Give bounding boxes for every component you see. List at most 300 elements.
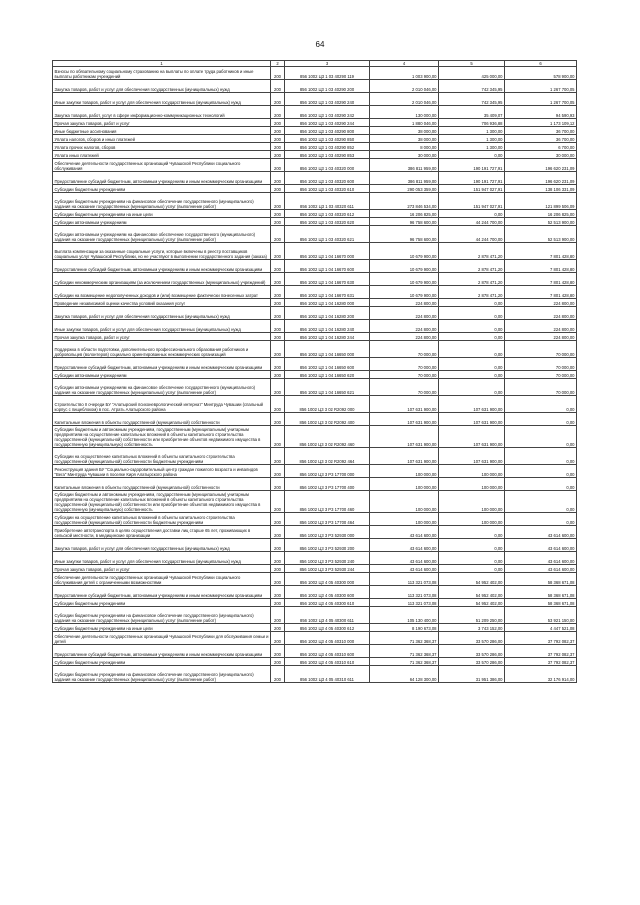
row-code-cell: 200 bbox=[271, 658, 285, 666]
row-name-cell: Предоставление субсидий бюджетным, автономным учреждениям и иным некоммерческим организациям bbox=[53, 260, 271, 273]
row-name-cell: Реконструкция здания БУ "Социально-оздоровительный центр граждан пожилого возраста и инвалидов "Вега" Минтруда Чувашии в поселке Киря Алатырского района bbox=[53, 465, 271, 478]
row-name-cell: Уплата прочих налогов, сборов bbox=[53, 143, 271, 151]
executed-amount-cell: 190 191 727,91 bbox=[439, 172, 505, 185]
table-row bbox=[53, 478, 577, 491]
unexecuted-amount-cell: 1 267 700,05 bbox=[505, 93, 577, 106]
table-row bbox=[53, 80, 577, 93]
approved-amount-cell: 2 010 046,00 bbox=[370, 80, 439, 93]
executed-amount-cell: 151 947 027,91 bbox=[439, 193, 505, 210]
executed-amount-cell: 51 209 250,00 bbox=[439, 607, 505, 624]
budget-classification-code-cell: 856 1002 Ц3 3 P3 52930 200 bbox=[285, 539, 370, 552]
budget-classification-code-cell: 856 1002 Ц3 1 04 16280 000 bbox=[285, 299, 370, 307]
row-name-cell: Строительство II очереди БУ "Алатырский психоневрологический интернат" Минтруда Чувашии (спальный корпус с пищеблоком) в пос. Атрать Алатырского района bbox=[53, 396, 271, 413]
unexecuted-amount-cell: 6 700,00 bbox=[505, 143, 577, 151]
table-row bbox=[53, 632, 577, 645]
table-row bbox=[53, 599, 577, 607]
row-code-cell: 200 bbox=[271, 93, 285, 106]
approved-amount-cell: 100 000,00 bbox=[370, 513, 439, 526]
unexecuted-amount-cell: 7 801 428,80 bbox=[505, 243, 577, 260]
unexecuted-amount-cell: 70 000,00 bbox=[505, 341, 577, 358]
table-row bbox=[53, 413, 577, 426]
approved-amount-cell: 224 800,00 bbox=[370, 333, 439, 341]
executed-amount-cell: 151 947 027,91 bbox=[439, 185, 505, 193]
row-code-cell: 200 bbox=[271, 624, 285, 632]
executed-amount-cell: 2 878 471,20 bbox=[439, 260, 505, 273]
row-name-cell: Предоставление субсидий бюджетным, автономным учреждениям и иным некоммерческим организациям bbox=[53, 358, 271, 371]
budget-classification-code-cell: 856 1002 Ц3 4 05 40300 000 bbox=[285, 573, 370, 586]
row-name-cell: Субсидии некоммерческим организациям (за исключением государственных (муниципальных) учреждений) bbox=[53, 273, 271, 286]
unexecuted-amount-cell: 70 000,00 bbox=[505, 379, 577, 396]
budget-classification-code-cell: 856 1002 Ц3 1 03 40290 119 bbox=[285, 67, 370, 80]
table-row bbox=[53, 565, 577, 573]
executed-amount-cell: 0,00 bbox=[439, 210, 505, 218]
table-row bbox=[53, 159, 577, 172]
column-number: 4 bbox=[370, 61, 439, 67]
approved-amount-cell: 273 846 534,00 bbox=[370, 193, 439, 210]
budget-classification-code-cell: 856 1002 Ц3 4 05 40300 600 bbox=[285, 586, 370, 599]
row-code-cell: 200 bbox=[271, 127, 285, 135]
row-code-cell: 200 bbox=[271, 135, 285, 143]
row-code-cell: 200 bbox=[271, 526, 285, 539]
row-name-cell: Иные закупки товаров, работ и услуг для обеспечения государственных (муниципальных) нужд bbox=[53, 320, 271, 333]
table-row bbox=[53, 396, 577, 413]
budget-classification-code-cell: 856 1002 Ц3 1 04 16280 244 bbox=[285, 333, 370, 341]
executed-amount-cell: 0,00 bbox=[439, 151, 505, 159]
table-row bbox=[53, 106, 577, 119]
budget-classification-code-cell: 856 1002 Ц3 4 05 40310 610 bbox=[285, 658, 370, 666]
table-body bbox=[53, 67, 577, 683]
row-name-cell: Уплата налогов, сборов и иных платежей bbox=[53, 135, 271, 143]
row-name-cell: Субсидии бюджетным учреждениям bbox=[53, 599, 271, 607]
row-code-cell: 200 bbox=[271, 465, 285, 478]
table-row bbox=[53, 526, 577, 539]
row-code-cell: 200 bbox=[271, 320, 285, 333]
column-number: 6 bbox=[505, 61, 577, 67]
row-code-cell: 200 bbox=[271, 573, 285, 586]
executed-amount-cell: 742 345,95 bbox=[439, 80, 505, 93]
row-code-cell: 200 bbox=[271, 299, 285, 307]
budget-classification-code-cell: 856 1002 Ц3 1 03 40320 611 bbox=[285, 193, 370, 210]
row-name-cell: Капитальные вложения в объекты государственной (муниципальной) собственности bbox=[53, 413, 271, 426]
column-number: 1 bbox=[53, 61, 271, 67]
table-row bbox=[53, 333, 577, 341]
unexecuted-amount-cell: 43 614 600,00 bbox=[505, 539, 577, 552]
row-name-cell: Закупка товаров, работ и услуг для обеспечения государственных (муниципальных) нужд bbox=[53, 80, 271, 93]
executed-amount-cell: 1 300,00 bbox=[439, 135, 505, 143]
approved-amount-cell: 8 000,00 bbox=[370, 143, 439, 151]
approved-amount-cell: 70 000,00 bbox=[370, 379, 439, 396]
budget-classification-code-cell: 856 1002 Ц3 1 03 40320 000 bbox=[285, 159, 370, 172]
row-code-cell: 200 bbox=[271, 172, 285, 185]
row-name-cell: Обеспечение деятельности государственных организаций Чувашской Республики социального обслуживания bbox=[53, 159, 271, 172]
approved-amount-cell: 130 000,00 bbox=[370, 106, 439, 119]
executed-amount-cell: 33 570 286,00 bbox=[439, 658, 505, 666]
unexecuted-amount-cell: 36 700,00 bbox=[505, 127, 577, 135]
row-name-cell: Субсидии бюджетным учреждениям на иные цели bbox=[53, 624, 271, 632]
approved-amount-cell: 10 679 900,00 bbox=[370, 243, 439, 260]
unexecuted-amount-cell: 7 801 428,80 bbox=[505, 273, 577, 286]
row-code-cell: 200 bbox=[271, 552, 285, 565]
row-code-cell: 200 bbox=[271, 426, 285, 448]
executed-amount-cell: 0,00 bbox=[439, 539, 505, 552]
approved-amount-cell: 96 758 600,00 bbox=[370, 218, 439, 226]
executed-amount-cell: 54 952 402,00 bbox=[439, 573, 505, 586]
budget-classification-code-cell: 856 1002 Ц3 1 04 16650 000 bbox=[285, 341, 370, 358]
unexecuted-amount-cell: 52 513 900,00 bbox=[505, 218, 577, 226]
executed-amount-cell: 0,00 bbox=[439, 358, 505, 371]
approved-amount-cell: 107 631 900,00 bbox=[370, 396, 439, 413]
executed-amount-cell: 107 631 900,00 bbox=[439, 413, 505, 426]
executed-amount-cell: 33 570 286,00 bbox=[439, 632, 505, 645]
approved-amount-cell: 30 000,00 bbox=[370, 151, 439, 159]
budget-classification-code-cell: 856 1002 Ц3 3 02 R2092 400 bbox=[285, 413, 370, 426]
budget-classification-code-cell: 856 1002 Ц3 1 03 40320 620 bbox=[285, 218, 370, 226]
row-code-cell: 200 bbox=[271, 226, 285, 243]
row-name-cell: Предоставление субсидий бюджетным, автономным учреждениям и иным некоммерческим организациям bbox=[53, 172, 271, 185]
unexecuted-amount-cell: 224 800,00 bbox=[505, 320, 577, 333]
executed-amount-cell: 0,00 bbox=[439, 341, 505, 358]
row-name-cell: Субсидии бюджетным учреждениям bbox=[53, 185, 271, 193]
executed-amount-cell: 425 000,00 bbox=[439, 67, 505, 80]
unexecuted-amount-cell: 58 368 671,08 bbox=[505, 573, 577, 586]
budget-classification-code-cell: 856 1002 Ц3 1 04 16650 621 bbox=[285, 379, 370, 396]
approved-amount-cell: 71 362 368,37 bbox=[370, 645, 439, 658]
row-code-cell: 200 bbox=[271, 491, 285, 513]
approved-amount-cell: 71 362 368,37 bbox=[370, 658, 439, 666]
row-name-cell: Субсидии бюджетным учреждениям на иные цели bbox=[53, 210, 271, 218]
budget-classification-code-cell: 856 1002 Ц3 3 02 R2092 464 bbox=[285, 448, 370, 465]
row-name-cell: Поддержка в области подготовки, дополнительного профессионального образования работников и добровольцев (волонтеров) социально ориентированных некоммерческих организаций bbox=[53, 341, 271, 358]
unexecuted-amount-cell: 0,00 bbox=[505, 491, 577, 513]
unexecuted-amount-cell: 224 800,00 bbox=[505, 307, 577, 320]
executed-amount-cell: 0,00 bbox=[439, 379, 505, 396]
table-row bbox=[53, 273, 577, 286]
budget-execution-table bbox=[52, 60, 577, 683]
row-code-cell: 200 bbox=[271, 119, 285, 127]
budget-classification-code-cell: 856 1002 Ц3 1 03 40290 800 bbox=[285, 127, 370, 135]
page-number: 64 bbox=[315, 40, 325, 49]
unexecuted-amount-cell: 224 800,00 bbox=[505, 299, 577, 307]
budget-classification-code-cell: 856 1002 Ц3 1 03 40320 600 bbox=[285, 172, 370, 185]
row-name-cell: Капитальные вложения в объекты государственной (муниципальной) собственности bbox=[53, 478, 271, 491]
column-number: 3 bbox=[285, 61, 370, 67]
row-name-cell: Предоставление субсидий бюджетным, автономным учреждениям и иным некоммерческим организациям bbox=[53, 586, 271, 599]
approved-amount-cell: 43 614 600,00 bbox=[370, 526, 439, 539]
approved-amount-cell: 224 800,00 bbox=[370, 320, 439, 333]
budget-classification-code-cell: 856 1002 Ц3 3 P3 17700 464 bbox=[285, 513, 370, 526]
table-row bbox=[53, 341, 577, 358]
row-name-cell: Выплата компенсации за оказанные социальные услуги, которые включены в реестр поставщиков социальных услуг Чувашской Республики, но не участвуют в выполнении государственного задания (заказа) bbox=[53, 243, 271, 260]
budget-classification-code-cell: 856 1002 Ц3 3 P3 17700 460 bbox=[285, 491, 370, 513]
table-row bbox=[53, 307, 577, 320]
executed-amount-cell: 107 631 900,00 bbox=[439, 448, 505, 465]
executed-amount-cell: 2 878 471,20 bbox=[439, 286, 505, 299]
table-row bbox=[53, 67, 577, 80]
budget-classification-code-cell: 856 1002 Ц3 1 04 16280 200 bbox=[285, 307, 370, 320]
unexecuted-amount-cell: 16 206 825,00 bbox=[505, 210, 577, 218]
executed-amount-cell: 107 631 900,00 bbox=[439, 426, 505, 448]
table-row bbox=[53, 299, 577, 307]
approved-amount-cell: 224 800,00 bbox=[370, 299, 439, 307]
executed-amount-cell: 2 878 471,20 bbox=[439, 243, 505, 260]
table-row bbox=[53, 379, 577, 396]
table-row bbox=[53, 645, 577, 658]
executed-amount-cell: 1 300,00 bbox=[439, 143, 505, 151]
row-name-cell: Субсидии на осуществление капитальных вложений в объекты капитального строительства государственной (муниципальной) собственности бюджетным учреждениям bbox=[53, 513, 271, 526]
executed-amount-cell: 54 952 402,00 bbox=[439, 586, 505, 599]
approved-amount-cell: 113 321 073,08 bbox=[370, 586, 439, 599]
executed-amount-cell: 33 570 286,00 bbox=[439, 645, 505, 658]
row-code-cell: 200 bbox=[271, 106, 285, 119]
approved-amount-cell: 100 000,00 bbox=[370, 491, 439, 513]
executed-amount-cell: 706 936,88 bbox=[439, 119, 505, 127]
executed-amount-cell: 100 000,00 bbox=[439, 513, 505, 526]
row-name-cell: Субсидии автономным учреждениям на финансовое обеспечение государственного (муниципального) задания на оказание государственных (муниципальных) услуг (выполнение работ) bbox=[53, 226, 271, 243]
budget-classification-code-cell: 856 1002 Ц3 1 03 40290 200 bbox=[285, 80, 370, 93]
unexecuted-amount-cell: 58 368 671,08 bbox=[505, 599, 577, 607]
unexecuted-amount-cell: 30 000,00 bbox=[505, 151, 577, 159]
budget-classification-code-cell: 856 1002 Ц3 1 03 40320 612 bbox=[285, 210, 370, 218]
table-row bbox=[53, 127, 577, 135]
budget-classification-code-cell: 856 1002 Ц3 1 03 40320 621 bbox=[285, 226, 370, 243]
row-code-cell: 200 bbox=[271, 358, 285, 371]
approved-amount-cell: 70 000,00 bbox=[370, 358, 439, 371]
table-row bbox=[53, 539, 577, 552]
row-code-cell: 200 bbox=[271, 333, 285, 341]
unexecuted-amount-cell: 196 620 231,09 bbox=[505, 159, 577, 172]
budget-classification-code-cell: 856 1002 Ц3 1 03 40290 853 bbox=[285, 151, 370, 159]
unexecuted-amount-cell: 70 000,00 bbox=[505, 358, 577, 371]
row-code-cell: 200 bbox=[271, 371, 285, 379]
executed-amount-cell: 742 345,95 bbox=[439, 93, 505, 106]
unexecuted-amount-cell: 0,00 bbox=[505, 465, 577, 478]
row-name-cell: Обеспечение деятельности государственных организаций Чувашской Республики для обслуживания семьи и детей bbox=[53, 632, 271, 645]
table-row bbox=[53, 491, 577, 513]
row-name-cell: Взносы по обязательному социальному страхованию на выплаты по оплате труда работников и иные выплаты работникам учреждений bbox=[53, 67, 271, 80]
unexecuted-amount-cell: 70 000,00 bbox=[505, 371, 577, 379]
executed-amount-cell: 35 409,07 bbox=[439, 106, 505, 119]
executed-amount-cell: 100 000,00 bbox=[439, 491, 505, 513]
approved-amount-cell: 10 679 900,00 bbox=[370, 286, 439, 299]
row-code-cell: 200 bbox=[271, 307, 285, 320]
unexecuted-amount-cell: 36 700,00 bbox=[505, 135, 577, 143]
budget-classification-code-cell: 856 1002 Ц3 3 02 R2092 460 bbox=[285, 426, 370, 448]
unexecuted-amount-cell: 43 614 600,00 bbox=[505, 552, 577, 565]
budget-classification-code-cell: 856 1002 Ц3 1 04 16670 000 bbox=[285, 243, 370, 260]
budget-classification-code-cell: 856 1002 Ц3 1 04 16280 240 bbox=[285, 320, 370, 333]
executed-amount-cell: 0,00 bbox=[439, 371, 505, 379]
executed-amount-cell: 31 951 386,00 bbox=[439, 666, 505, 683]
row-code-cell: 200 bbox=[271, 159, 285, 172]
approved-amount-cell: 2 010 046,00 bbox=[370, 93, 439, 106]
approved-amount-cell: 43 614 600,00 bbox=[370, 539, 439, 552]
row-name-cell: Субсидии автономным учреждениям bbox=[53, 371, 271, 379]
approved-amount-cell: 70 000,00 bbox=[370, 341, 439, 358]
budget-classification-code-cell: 856 1002 Ц3 3 P3 52930 000 bbox=[285, 526, 370, 539]
table-row bbox=[53, 193, 577, 210]
approved-amount-cell: 1 880 046,00 bbox=[370, 119, 439, 127]
table-row bbox=[53, 260, 577, 273]
row-name-cell: Прочая закупка товаров, работ и услуг bbox=[53, 333, 271, 341]
unexecuted-amount-cell: 43 614 600,00 bbox=[505, 526, 577, 539]
row-code-cell: 200 bbox=[271, 599, 285, 607]
row-name-cell: Приобретение автотранспорта в целях осуществления доставки лиц старше 65 лет, проживающих в сельской местности, в медицинские организации bbox=[53, 526, 271, 539]
unexecuted-amount-cell: 37 792 082,37 bbox=[505, 632, 577, 645]
row-code-cell: 200 bbox=[271, 243, 285, 260]
budget-classification-code-cell: 856 1002 Ц3 1 03 40290 242 bbox=[285, 106, 370, 119]
unexecuted-amount-cell: 37 792 082,37 bbox=[505, 645, 577, 658]
approved-amount-cell: 105 130 400,00 bbox=[370, 607, 439, 624]
approved-amount-cell: 96 758 600,00 bbox=[370, 226, 439, 243]
budget-classification-code-cell: 856 1002 Ц3 3 P3 52930 244 bbox=[285, 565, 370, 573]
table-row bbox=[53, 320, 577, 333]
row-code-cell: 200 bbox=[271, 185, 285, 193]
executed-amount-cell: 0,00 bbox=[439, 320, 505, 333]
approved-amount-cell: 386 811 959,00 bbox=[370, 159, 439, 172]
row-name-cell: Субсидии бюджетным учреждениям bbox=[53, 658, 271, 666]
budget-classification-code-cell: 856 1002 Ц3 4 05 40310 600 bbox=[285, 645, 370, 658]
table-row bbox=[53, 607, 577, 624]
row-code-cell: 200 bbox=[271, 67, 285, 80]
executed-amount-cell: 107 631 900,00 bbox=[439, 396, 505, 413]
table-row bbox=[53, 226, 577, 243]
approved-amount-cell: 38 000,00 bbox=[370, 135, 439, 143]
table-row bbox=[53, 358, 577, 371]
column-number: 5 bbox=[439, 61, 505, 67]
unexecuted-amount-cell: 37 792 082,37 bbox=[505, 658, 577, 666]
executed-amount-cell: 44 244 700,00 bbox=[439, 226, 505, 243]
executed-amount-cell: 1 300,00 bbox=[439, 127, 505, 135]
approved-amount-cell: 113 321 073,08 bbox=[370, 573, 439, 586]
unexecuted-amount-cell: 0,00 bbox=[505, 413, 577, 426]
approved-amount-cell: 107 631 900,00 bbox=[370, 448, 439, 465]
table-row bbox=[53, 135, 577, 143]
executed-amount-cell: 0,00 bbox=[439, 552, 505, 565]
budget-classification-code-cell: 856 1002 Ц3 3 P3 52930 240 bbox=[285, 552, 370, 565]
budget-classification-code-cell: 856 1002 Ц3 1 03 40290 240 bbox=[285, 93, 370, 106]
executed-amount-cell: 100 000,00 bbox=[439, 478, 505, 491]
unexecuted-amount-cell: 58 368 671,08 bbox=[505, 586, 577, 599]
row-code-cell: 200 bbox=[271, 151, 285, 159]
approved-amount-cell: 64 128 300,00 bbox=[370, 666, 439, 683]
table-row bbox=[53, 624, 577, 632]
row-code-cell: 200 bbox=[271, 273, 285, 286]
row-code-cell: 200 bbox=[271, 586, 285, 599]
approved-amount-cell: 100 000,00 bbox=[370, 465, 439, 478]
unexecuted-amount-cell: 0,00 bbox=[505, 478, 577, 491]
budget-classification-code-cell: 856 1002 Ц3 3 02 R2092 000 bbox=[285, 396, 370, 413]
unexecuted-amount-cell: 0,00 bbox=[505, 426, 577, 448]
table-row bbox=[53, 586, 577, 599]
approved-amount-cell: 113 321 073,08 bbox=[370, 599, 439, 607]
table-row bbox=[53, 218, 577, 226]
unexecuted-amount-cell: 121 899 506,09 bbox=[505, 193, 577, 210]
row-code-cell: 200 bbox=[271, 645, 285, 658]
budget-classification-code-cell: 856 1002 Ц3 1 03 40290 850 bbox=[285, 135, 370, 143]
row-code-cell: 200 bbox=[271, 286, 285, 299]
row-name-cell: Субсидии бюджетным учреждениям на финансовое обеспечение государственного (муниципального) задания на оказание государственных (муниципальных) услуг (выполнение работ) bbox=[53, 666, 271, 683]
budget-classification-code-cell: 856 1002 Ц3 3 P3 17700 400 bbox=[285, 478, 370, 491]
row-name-cell: Закупка товаров, работ и услуг для обеспечения государственных (муниципальных) нужд bbox=[53, 539, 271, 552]
column-number: 2 bbox=[271, 61, 285, 67]
executed-amount-cell: 0,00 bbox=[439, 333, 505, 341]
table-row bbox=[53, 666, 577, 683]
row-code-cell: 200 bbox=[271, 341, 285, 358]
table-row bbox=[53, 172, 577, 185]
approved-amount-cell: 107 631 900,00 bbox=[370, 413, 439, 426]
row-code-cell: 200 bbox=[271, 448, 285, 465]
row-name-cell: Закупка товаров, работ, услуг в сфере информационно-коммуникационных технологий bbox=[53, 106, 271, 119]
approved-amount-cell: 10 679 900,00 bbox=[370, 260, 439, 273]
approved-amount-cell: 290 053 359,00 bbox=[370, 185, 439, 193]
approved-amount-cell: 100 000,00 bbox=[370, 478, 439, 491]
table-row bbox=[53, 465, 577, 478]
row-code-cell: 200 bbox=[271, 143, 285, 151]
budget-classification-code-cell: 856 1002 Ц3 1 04 16650 620 bbox=[285, 371, 370, 379]
row-name-cell: Иные закупки товаров, работ и услуг для обеспечения государственных (муниципальных) нужд bbox=[53, 93, 271, 106]
table-row bbox=[53, 119, 577, 127]
approved-amount-cell: 107 631 900,00 bbox=[370, 426, 439, 448]
row-name-cell: Субсидии автономным учреждениям на финансовое обеспечение государственного (муниципального) задания на оказание государственных (муниципальных) услуг (выполнение работ) bbox=[53, 379, 271, 396]
row-code-cell: 200 bbox=[271, 666, 285, 683]
unexecuted-amount-cell: 0,00 bbox=[505, 513, 577, 526]
executed-amount-cell: 100 000,00 bbox=[439, 465, 505, 478]
row-name-cell: Обеспечение деятельности государственных организаций Чувашской Республики социального обслуживания детей с ограниченными возможностями bbox=[53, 573, 271, 586]
executed-amount-cell: 0,00 bbox=[439, 307, 505, 320]
row-code-cell: 200 bbox=[271, 565, 285, 573]
row-name-cell: Субсидии на осуществление капитальных вложений в объекты капитального строительства государственной (муниципальной) собственности бюджетным учреждениям bbox=[53, 448, 271, 465]
row-name-cell: Иные закупки товаров, работ и услуг для обеспечения государственных (муниципальных) нужд bbox=[53, 552, 271, 565]
unexecuted-amount-cell: 52 513 900,00 bbox=[505, 226, 577, 243]
unexecuted-amount-cell: 94 590,93 bbox=[505, 106, 577, 119]
row-code-cell: 200 bbox=[271, 478, 285, 491]
executed-amount-cell: 44 244 700,00 bbox=[439, 218, 505, 226]
unexecuted-amount-cell: 4 447 521,08 bbox=[505, 624, 577, 632]
unexecuted-amount-cell: 7 801 428,80 bbox=[505, 286, 577, 299]
row-code-cell: 200 bbox=[271, 413, 285, 426]
unexecuted-amount-cell: 0,00 bbox=[505, 448, 577, 465]
executed-amount-cell: 190 191 727,91 bbox=[439, 159, 505, 172]
executed-amount-cell: 54 952 402,00 bbox=[439, 599, 505, 607]
table-row bbox=[53, 185, 577, 193]
approved-amount-cell: 43 614 600,00 bbox=[370, 565, 439, 573]
approved-amount-cell: 8 190 673,08 bbox=[370, 624, 439, 632]
unexecuted-amount-cell: 196 620 231,09 bbox=[505, 172, 577, 185]
row-code-cell: 200 bbox=[271, 80, 285, 93]
budget-classification-code-cell: 856 1002 Ц3 1 03 40320 610 bbox=[285, 185, 370, 193]
executed-amount-cell: 0,00 bbox=[439, 526, 505, 539]
table-row bbox=[53, 371, 577, 379]
unexecuted-amount-cell: 53 921 150,00 bbox=[505, 607, 577, 624]
approved-amount-cell: 71 362 368,37 bbox=[370, 632, 439, 645]
row-name-cell: Проведение независимой оценки качества условий оказания услуг bbox=[53, 299, 271, 307]
executed-amount-cell: 2 878 471,20 bbox=[439, 273, 505, 286]
table-row bbox=[53, 93, 577, 106]
table-row bbox=[53, 426, 577, 448]
row-name-cell: Предоставление субсидий бюджетным, автономным учреждениям и иным некоммерческим организациям bbox=[53, 645, 271, 658]
unexecuted-amount-cell: 1 173 109,12 bbox=[505, 119, 577, 127]
executed-amount-cell: 0,00 bbox=[439, 565, 505, 573]
table-row bbox=[53, 151, 577, 159]
table-row bbox=[53, 573, 577, 586]
approved-amount-cell: 1 003 900,00 bbox=[370, 67, 439, 80]
budget-classification-code-cell: 856 1002 Ц3 4 05 40300 611 bbox=[285, 607, 370, 624]
approved-amount-cell: 38 000,00 bbox=[370, 127, 439, 135]
table-row bbox=[53, 658, 577, 666]
unexecuted-amount-cell: 7 801 428,80 bbox=[505, 260, 577, 273]
approved-amount-cell: 43 614 600,00 bbox=[370, 552, 439, 565]
budget-classification-code-cell: 856 1002 Ц3 1 04 16650 600 bbox=[285, 358, 370, 371]
